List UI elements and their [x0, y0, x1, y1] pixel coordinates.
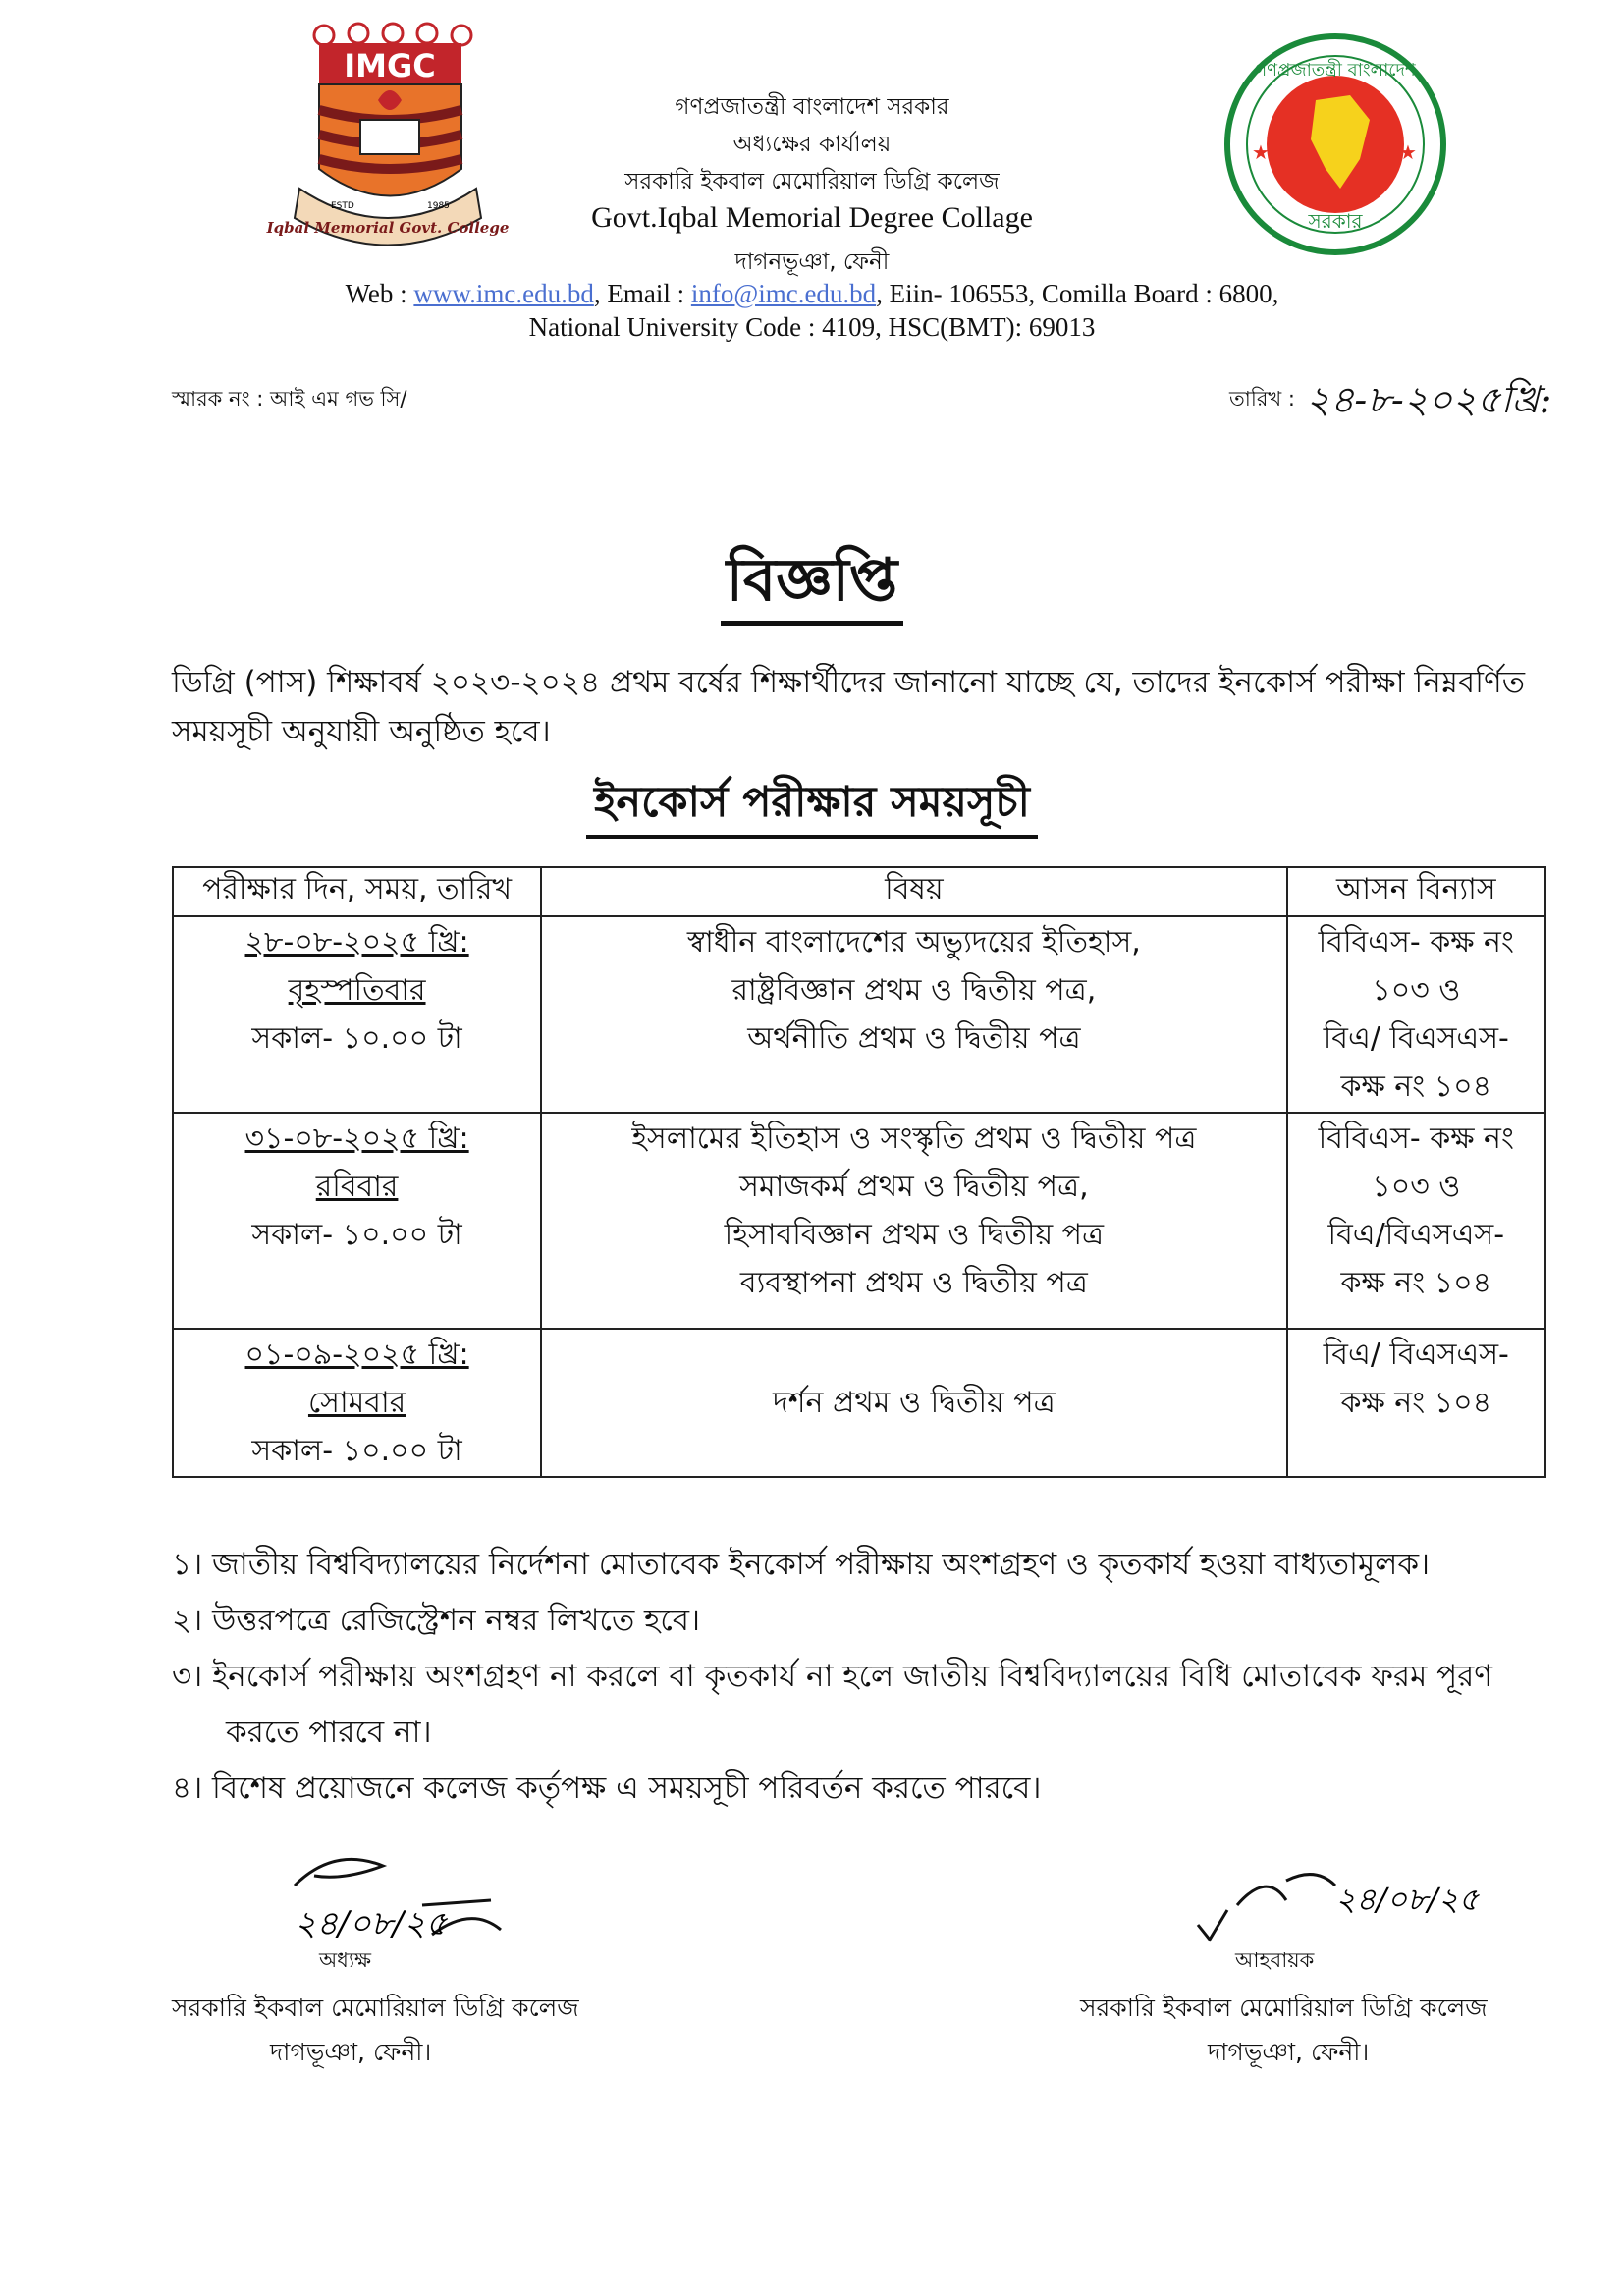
subject-cell [541, 1113, 1286, 1329]
subject-line: ইসলামের ইতিহাস ও সংস্কৃতি প্রথম ও দ্বিতীয় পত্র [631, 1121, 1197, 1156]
exam-time: সকাল- ১০.০০ টা [251, 1218, 462, 1252]
exam-date: ২৮-০৮-২০২৫ খ্রি: [244, 925, 469, 959]
rule-item: ২। উত্তরপত্রে রেজিস্ট্রেশন নম্বর লিখতে হবে। [172, 1603, 701, 1638]
exam-time: সকাল- ১০.০০ টা [251, 1434, 462, 1468]
svg-text:Iqbal Memorial Govt. College: Iqbal Memorial Govt. College [266, 219, 510, 237]
seating-cell [1287, 1113, 1545, 1329]
exam-day: বৃহস্পতিবার [288, 973, 426, 1008]
subject-line: ব্যবস্থাপনা প্রথম ও দ্বিতীয় পত্র [739, 1266, 1088, 1300]
subject-line: রাষ্ট্রবিজ্ঞান প্রথম ও দ্বিতীয় পত্র, [731, 973, 1097, 1008]
exam-day: রবিবার [315, 1170, 399, 1204]
subject-line: দর্শন প্রথম ও দ্বিতীয় পত্র [773, 1386, 1056, 1420]
rule-item-continuation: করতে পারবে না। [226, 1715, 432, 1750]
col-header-date: পরীক্ষার দিন, সময়, তারিখ [173, 867, 541, 916]
date-label: তারিখ : [1229, 387, 1295, 410]
seating-cell [1287, 1329, 1545, 1477]
convener-signature [1188, 1846, 1483, 1954]
college-name-en: Govt.Iqbal Memorial Degree Collage [591, 201, 1033, 234]
principal-location: দাগভূঞা, ফেনী। [270, 2038, 432, 2066]
svg-text:★: ★ [1252, 140, 1270, 164]
convener-college: সরকারি ইকবাল মেমোরিয়াল ডিগ্রি কলেজ [1080, 1994, 1488, 2022]
memo-number: স্মারক নং : আই এম গভ সি/ [172, 387, 407, 410]
svg-text:২৪/০৮/২৫: ২৪/০৮/২৫ [1335, 1881, 1480, 1918]
seating-line: ১০৩ ও [1372, 1170, 1461, 1204]
seating-line: কক্ষ নং ১০৪ [1340, 1386, 1492, 1420]
exam-time: সকাল- ১০.০০ টা [251, 1021, 462, 1056]
email-link[interactable]: info@imc.edu.bd [690, 279, 877, 308]
website-link[interactable]: www.imc.edu.bd [413, 279, 594, 308]
principal-role: অধ্যক্ষ [319, 1948, 372, 1972]
contact-line: Web : www.imc.edu.bd, Email : info@imc.edu.bd, Eiin- 106553, Comilla Board : 6800, [345, 279, 1279, 308]
seating-line: ১০৩ ও [1372, 973, 1461, 1008]
col-header-subject: বিষয় [541, 867, 1286, 916]
principal-college: সরকারি ইকবাল মেমোরিয়াল ডিগ্রি কলেজ [172, 1994, 579, 2022]
principal-signature-block [172, 1846, 633, 2082]
table-row [173, 1329, 1545, 1477]
subject-line: সমাজকর্ম প্রথম ও দ্বিতীয় পত্র, [739, 1170, 1089, 1204]
exam-day: সোমবার [307, 1386, 406, 1420]
seating-line: বিএ/ বিএসএস- [1323, 1021, 1509, 1056]
rule-item: ৩। ইনকোর্স পরীক্ষায় অংশগ্রহণ না করলে বা কৃতকার্য না হলে জাতীয় বিশ্ববিদ্যালয়ের বিধি মোতাবেক ফরম পূরণ [172, 1659, 1492, 1694]
subject-line: হিসাববিজ্ঞান প্রথম ও দ্বিতীয় পত্র [724, 1218, 1105, 1252]
date-cell [173, 1113, 541, 1329]
office-line: অধ্যক্ষের কার্যালয় [732, 132, 892, 157]
seating-line: বিএ/বিএসএস- [1327, 1218, 1505, 1252]
seating-line: কক্ষ নং ১০৪ [1340, 1069, 1492, 1104]
college-name-bn: সরকারি ইকবাল মেমোরিয়াল ডিগ্রি কলেজ [624, 169, 1000, 194]
svg-text:★: ★ [1399, 140, 1417, 164]
svg-text:1985: 1985 [427, 201, 450, 211]
intro-paragraph: ডিগ্রি (পাস) শিক্ষাবর্ষ ২০২৩-২০২৪ প্রথম বর্ষের শিক্ষার্থীদের জানানো যাচ্ছে যে, তাদের ইনকোর্স পরীক্ষা নিম্নবর্ণিত সময়সূচী অনুযায়ী অনুষ্ঠিত হবে। [172, 665, 1526, 749]
svg-text:গণপ্রজাতন্ত্রী বাংলাদেশ: গণপ্রজাতন্ত্রী বাংলাদেশ [1255, 60, 1416, 81]
svg-text:সরকার: সরকার [1308, 209, 1363, 233]
subject-cell [541, 916, 1286, 1113]
date-cell [173, 1329, 541, 1477]
handwritten-date: ২৪-৮-২০২৫খ্রি: [1306, 378, 1552, 421]
rule-item: ১। জাতীয় বিশ্ববিদ্যালয়ের নির্দেশনা মোতাবেক ইনকোর্স পরীক্ষায় অংশগ্রহণ ও কৃতকার্য হওয়া বাধ্যতামূলক। [172, 1547, 1431, 1582]
govt-line: গণপ্রজাতন্ত্রী বাংলাদেশ সরকার [675, 94, 949, 120]
svg-text:২৪/০৮/২৫: ২৪/০৮/২৫ [295, 1904, 448, 1943]
col-header-seating: আসন বিন্যাস [1287, 867, 1545, 916]
college-location: দাগনভূঞা, ফেনী [734, 249, 890, 275]
exam-schedule-table [172, 866, 1546, 1478]
table-header-row [173, 867, 1545, 916]
subject-cell [541, 1329, 1286, 1477]
exam-date: ০১-০৯-২০২৫ খ্রি: [244, 1338, 469, 1372]
seating-cell [1287, 916, 1545, 1113]
date-cell [173, 916, 541, 1113]
svg-text:IMGC: IMGC [344, 47, 436, 84]
schedule-title: ইনকোর্স পরীক্ষার সময়সূচী [0, 771, 1624, 841]
subject-line: অর্থনীতি প্রথম ও দ্বিতীয় পত্র [747, 1021, 1081, 1056]
subject-line: স্বাধীন বাংলাদেশের অভ্যুদয়ের ইতিহাস, [686, 925, 1141, 959]
convener-role: আহবায়ক [1235, 1948, 1315, 1972]
seating-line: বিএ/ বিএসএস- [1323, 1338, 1509, 1372]
rule-item: ৪। বিশেষ প্রয়োজনে কলেজ কর্তৃপক্ষ এ সময়সূচী পরিবর্তন করতে পারবে। [172, 1771, 1042, 1806]
notice-title: বিজ্ঞপ্তি [0, 535, 1624, 633]
principal-signature [275, 1846, 511, 1954]
rules-list [172, 1537, 1566, 1817]
convener-location: দাগভূঞা, ফেনী। [1208, 2038, 1370, 2066]
table-row [173, 1113, 1545, 1329]
seating-line: কক্ষ নং ১০৪ [1340, 1266, 1492, 1300]
seating-line: বিবিএস- কক্ষ নং [1318, 1121, 1514, 1156]
table-row [173, 916, 1545, 1113]
svg-text:ESTD: ESTD [331, 201, 354, 211]
codes-line: National University Code : 4109, HSC(BMT): 69013 [528, 312, 1096, 342]
seating-line: বিবিএস- কক্ষ নং [1318, 925, 1514, 959]
convener-signature-block [1080, 1846, 1492, 2082]
exam-date: ৩১-০৮-২০২৫ খ্রি: [244, 1121, 469, 1156]
